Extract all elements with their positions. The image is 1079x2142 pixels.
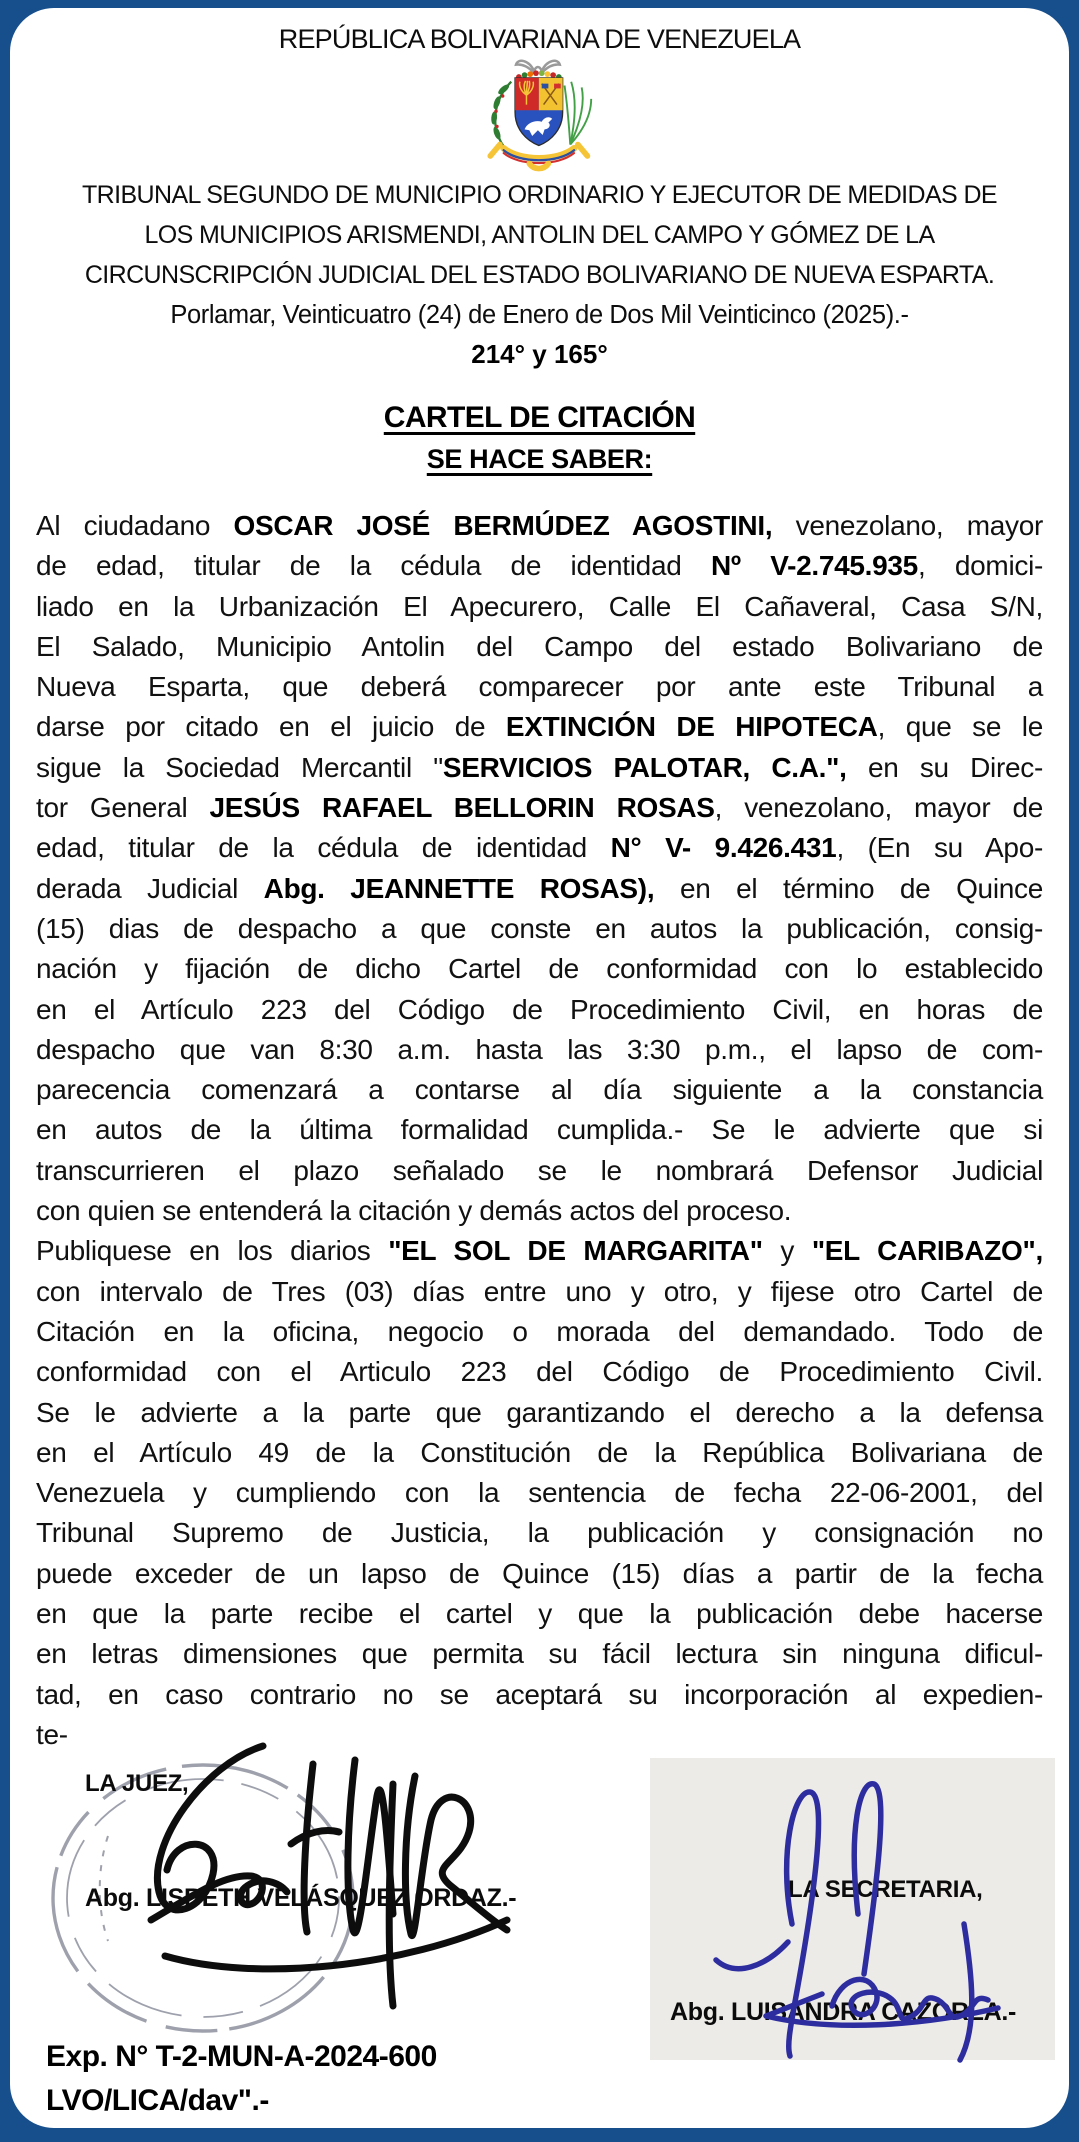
body-line: nación y fijación de dicho Cartel de conformidad con lo establecido: [36, 953, 1043, 985]
tribunal-name-line-1: TRIBUNAL SEGUNDO DE MUNICIPIO ORDINARIO Y EJECUTOR DE MEDIDAS DE: [82, 181, 997, 209]
body-line: Se le advierte a la parte que garantizando el derecho a la defensa: [36, 1396, 1043, 1428]
body-line: de edad, titular de la cédula de identidad Nº V-2.745.935, domici-: [36, 550, 1044, 582]
body-line: en autos de la última formalidad cumplida.- Se le advierte que si: [36, 1114, 1043, 1146]
dateline: Porlamar, Veinticuatro (24) de Enero de Dos Mil Veinticinco (2025).-: [170, 301, 909, 329]
expedient-number: Exp. N° T-2-MUN-A-2024-600: [46, 2040, 437, 2073]
body-line: El Salado, Municipio Antolin del Campo del estado Bolivariano de: [36, 630, 1043, 662]
body-line: en que la parte recibe el cartel y que la publicación debe hacerse: [36, 1598, 1043, 1630]
body-line: derada Judicial Abg. JEANNETTE ROSAS), en el término de Quince: [36, 872, 1043, 904]
reference-code: LVO/LICA/dav".-: [46, 2084, 269, 2117]
judge-signature-ink: [55, 1724, 525, 2014]
body-line: conformidad con el Articulo 223 del Código de Procedimiento Civil.: [36, 1356, 1043, 1388]
title-block: [10, 397, 1069, 479]
laurel-branch: [490, 82, 511, 147]
citation-page: [10, 8, 1069, 2128]
body-line: en el Artículo 49 de la Constitución de la República Bolivariana de: [36, 1436, 1043, 1468]
document-title: CARTEL DE CITACIÓN: [383, 401, 696, 434]
body-line: puede exceder de un lapso de Quince (15) días a partir de la fecha: [36, 1557, 1043, 1589]
body-line: tor General JESÚS RAFAEL BELLORIN ROSAS, venezolano, mayor de: [36, 792, 1043, 824]
venezuela-coat-of-arms-icon: [477, 57, 603, 175]
body-line: en el Artículo 223 del Código de Procedimiento Civil, en horas de: [36, 993, 1043, 1025]
body-line: parecencia comenzará a contarse al día siguiente a la constancia: [36, 1074, 1043, 1106]
judge-role-label: LA JUEZ,: [85, 1770, 189, 1797]
body-line: darse por citado en el juicio de EXTINCIÓN DE HIPOTECA, que se le: [36, 711, 1043, 743]
secretary-role-label: LA SECRETARIA,: [788, 1876, 983, 1903]
body-line: Tribunal Supremo de Justicia, la publicación y consignación no: [36, 1517, 1043, 1549]
body-line: edad, titular de la cédula de identidad N° V- 9.426.431, (En su Apo-: [36, 832, 1044, 864]
body-line: transcurrieren el plazo señalado se le nombrará Defensor Judicial: [36, 1154, 1043, 1186]
palm-branch: [564, 82, 591, 145]
body-line: te-: [36, 1718, 68, 1750]
body-line: Al ciudadano OSCAR JOSÉ BERMÚDEZ AGOSTINI, venezolano, mayor: [36, 510, 1043, 541]
body-line: sigue la Sociedad Mercantil "SERVICIOS PALOTAR, C.A.", en su Direc-: [36, 751, 1043, 783]
country-title: REPÚBLICA BOLIVARIANA DE VENEZUELA: [278, 24, 801, 54]
anniversary-years: 214° y 165°: [471, 339, 608, 369]
body-line: Publiquese en los diarios "EL SOL DE MARGARITA" y "EL CARIBAZO",: [36, 1235, 1043, 1267]
body-line: Nueva Esparta, que deberá comparecer por ante este Tribunal a: [36, 671, 1043, 703]
secretary-signature-ink: [682, 1764, 1022, 2064]
body-line: (15) dias de despacho a que conste en autos la publicación, consig-: [36, 912, 1043, 944]
tribunal-name-line-2: LOS MUNICIPIOS ARISMENDI, ANTOLIN DEL CAMPO Y GÓMEZ DE LA: [144, 221, 935, 249]
body-text: [36, 506, 1043, 1755]
body-line: liado en la Urbanización El Apecurero, Calle El Cañaveral, Casa S/N,: [36, 590, 1043, 622]
body-line: tad, en caso contrario no se aceptará su incorporación al expedien-: [36, 1678, 1043, 1710]
secretary-name-label: Abg. LUISANDRA CAZORLA.-: [670, 1998, 1016, 2026]
body-line: despacho que van 8:30 a.m. hasta las 3:30 p.m., el lapso de com-: [36, 1033, 1043, 1065]
document-subtitle: SE HACE SABER:: [426, 444, 653, 474]
body-line: con quien se entenderá la citación y demás actos del proceso.: [36, 1195, 792, 1227]
body-line: Venezuela y cumpliendo con la sentencia de fecha 22-06-2001, del: [36, 1477, 1043, 1509]
tribunal-name-line-3: CIRCUNSCRIPCIÓN JUDICIAL DEL ESTADO BOLIVARIANO DE NUEVA ESPARTA.: [84, 261, 995, 289]
body-line: en letras dimensiones que permita su fácil lectura sin ninguna dificul-: [36, 1638, 1043, 1670]
judge-name-label: Abg. LISBETH VELÁSQUEZ ORDAZ.-: [85, 1884, 517, 1912]
body-line: con intervalo de Tres (03) días entre uno y otro, y fijese otro Cartel de: [36, 1275, 1043, 1307]
body-line: Citación en la oficina, negocio o morada del demandado. Todo de: [36, 1315, 1043, 1347]
